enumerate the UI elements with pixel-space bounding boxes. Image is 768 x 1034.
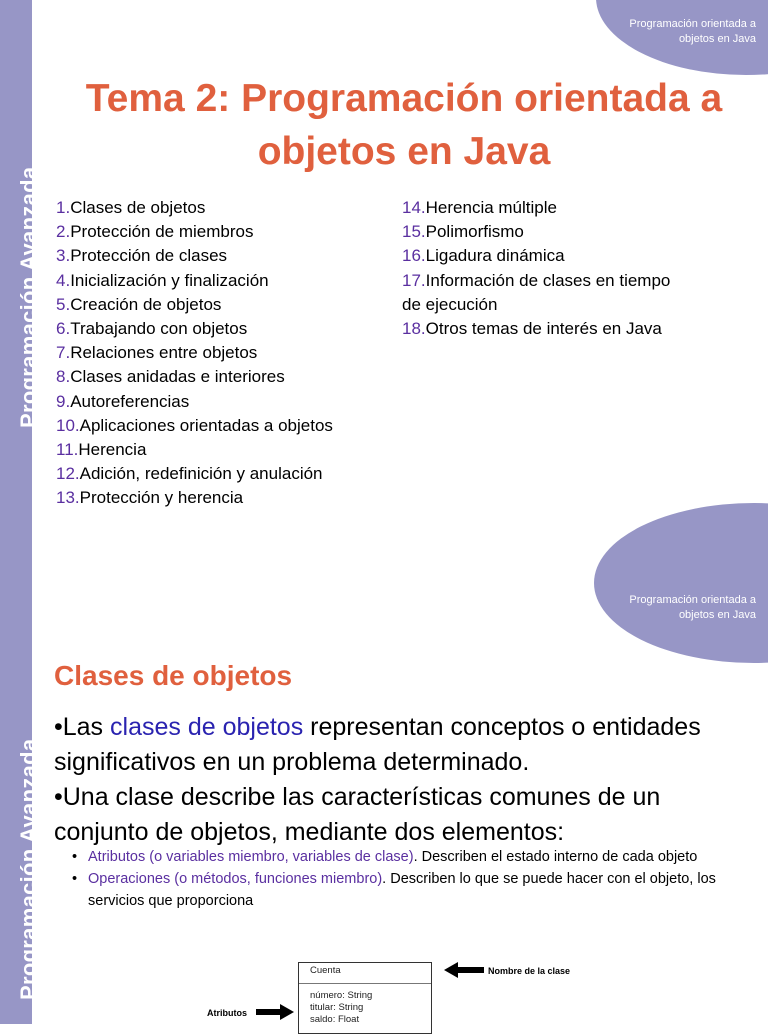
toc-item-text: Autoreferencias <box>70 391 190 411</box>
toc-item-number: 11. <box>56 440 79 460</box>
bullet-text: . Describen lo que se puede hacer con el objeto, los servicios que proporciona <box>88 871 716 909</box>
uml-class-name: Cuenta <box>299 963 431 984</box>
toc-item <box>56 341 333 365</box>
toc-item-number: 8. <box>56 367 71 387</box>
toc-item-number: 3. <box>56 246 71 266</box>
toc-item-number: 16. <box>402 246 426 266</box>
toc-item <box>56 390 333 414</box>
toc-item <box>56 414 333 438</box>
toc-item-number: 4. <box>56 270 71 290</box>
toc-item-number: 1. <box>56 198 71 217</box>
title-line1: Tema 2: Programación orientada a <box>85 77 723 120</box>
toc-item-number: 17. <box>402 270 426 290</box>
arrow-left-icon <box>444 962 484 978</box>
p1-prefix: •Las <box>54 713 111 741</box>
label-attributes: Atributos <box>207 1008 247 1018</box>
toc-item-text: Clases anidadas e interiores <box>70 367 285 387</box>
header-badge-line1: Programación orientada a <box>629 594 756 606</box>
toc-right <box>402 196 670 341</box>
toc-item-number: 7. <box>56 343 71 363</box>
toc-item <box>56 486 333 510</box>
p1-highlight: clases de objetos <box>110 713 304 741</box>
header-badge-bottom <box>586 593 756 623</box>
toc-item <box>56 269 333 293</box>
p1-suffix: representan conceptos o entidades significativos en un problema determinado. <box>54 713 701 776</box>
uml-attribute: titular: String <box>310 1002 364 1013</box>
bullet-highlight: Atributos (o variables miembro, variables de clase) <box>88 849 414 865</box>
toc-item-text: Trabajando con objetos <box>70 319 248 339</box>
toc-item-number: 10. <box>56 415 80 435</box>
body-paragraphs <box>54 710 754 850</box>
toc-item-text: Inicialización y finalización <box>70 270 269 290</box>
bullet-text: . Describen el estado interno de cada objeto <box>413 849 698 865</box>
sidebar-label-top: Programación Avanzada <box>16 166 41 428</box>
toc-item-text: Información de clases en tiempo <box>425 270 671 290</box>
section-title: Clases de objetos <box>54 660 293 691</box>
paragraph-1 <box>54 710 754 780</box>
toc-item-number: 13. <box>56 488 80 508</box>
toc-item-number: 5. <box>56 294 71 314</box>
toc-item <box>56 317 333 341</box>
toc-item <box>56 244 333 268</box>
uml-class-box <box>298 962 432 1034</box>
toc-item-text: Clases de objetos <box>70 198 206 217</box>
toc-item-text: Relaciones entre objetos <box>70 343 258 363</box>
toc-item-text: Herencia múltiple <box>425 198 557 217</box>
toc-item <box>402 317 670 341</box>
uml-attribute: saldo: Float <box>310 1014 360 1025</box>
toc-item <box>56 196 333 220</box>
paragraph-2: •Una clase describe las características comunes de un conjunto de objetos, mediante dos elementos: <box>54 783 661 846</box>
bullet-list <box>72 846 732 912</box>
toc-item-text: Polimorfismo <box>425 222 524 242</box>
header-ellipse-bottom <box>594 503 768 663</box>
toc-item <box>402 244 670 268</box>
toc-item <box>402 269 670 293</box>
toc-item-text: Herencia <box>78 440 147 460</box>
sidebar-label-bottom: Programación Avanzada <box>16 738 41 1000</box>
toc-item-text: Ligadura dinámica <box>425 246 565 266</box>
toc-item-text: de ejecución <box>402 294 498 314</box>
toc-item-number: 9. <box>56 391 71 411</box>
toc-item-text: Otros temas de interés en Java <box>425 319 662 339</box>
toc-item <box>56 462 333 486</box>
toc-item-text: Adición, redefinición y anulación <box>79 464 323 484</box>
header-badge-line1: Programación orientada a <box>629 18 756 30</box>
toc-item-number: 14. <box>402 198 426 217</box>
header-badge-line2: objetos en Java <box>678 609 756 621</box>
bullet-operations <box>72 868 732 912</box>
toc-item <box>56 220 333 244</box>
toc-item-number: 18. <box>402 319 426 339</box>
uml-attributes <box>299 984 431 1026</box>
toc-item <box>56 438 333 462</box>
toc-item-text: Aplicaciones orientadas a objetos <box>79 415 333 435</box>
toc-item-number: 12. <box>56 464 80 484</box>
label-class-name: Nombre de la clase <box>488 966 571 976</box>
toc-item-text: Protección y herencia <box>79 488 244 508</box>
toc-item-number: 2. <box>56 222 71 242</box>
toc-item-number: 15. <box>402 222 426 242</box>
arrow-right-icon <box>256 1004 294 1020</box>
header-badge-top <box>586 17 756 47</box>
toc-item <box>56 365 333 389</box>
uml-attribute: número: String <box>310 990 373 1001</box>
bullet-highlight: Operaciones (o métodos, funciones miembro) <box>88 871 383 887</box>
toc-item <box>402 196 670 220</box>
toc-item <box>56 293 333 317</box>
toc-item-text: Protección de clases <box>70 246 228 266</box>
toc-item-number: 6. <box>56 319 71 339</box>
slide1-title <box>40 72 768 178</box>
toc-item-text: Creación de objetos <box>70 294 222 314</box>
toc-item <box>402 220 670 244</box>
toc-item-text: Protección de miembros <box>70 222 254 242</box>
title-line2: objetos en Java <box>257 130 551 173</box>
toc-item <box>402 293 670 317</box>
bullet-attributes <box>72 846 732 868</box>
toc-left <box>56 196 333 511</box>
header-badge-line2: objetos en Java <box>678 33 756 45</box>
